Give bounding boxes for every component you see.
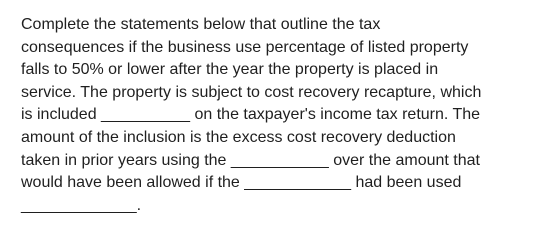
question-line: _____________. bbox=[21, 196, 142, 214]
question-line: consequences if the business use percentage of listed property bbox=[21, 38, 469, 56]
question-line: would have been allowed if the ____________ had been used bbox=[21, 174, 462, 192]
question-text bbox=[21, 14, 543, 217]
question-line: Complete the statements below that outline the tax bbox=[21, 16, 381, 33]
question-line: service. The property is subject to cost recovery recapture, which bbox=[21, 83, 482, 101]
question-line: falls to 50% or lower after the year the property is placed in bbox=[21, 61, 439, 79]
question-line: is included __________ on the taxpayer's income tax return. The bbox=[21, 106, 481, 124]
question-line: taken in prior years using the ___________ over the amount that bbox=[21, 151, 480, 169]
question-line: amount of the inclusion is the excess cost recovery deduction bbox=[21, 128, 456, 146]
